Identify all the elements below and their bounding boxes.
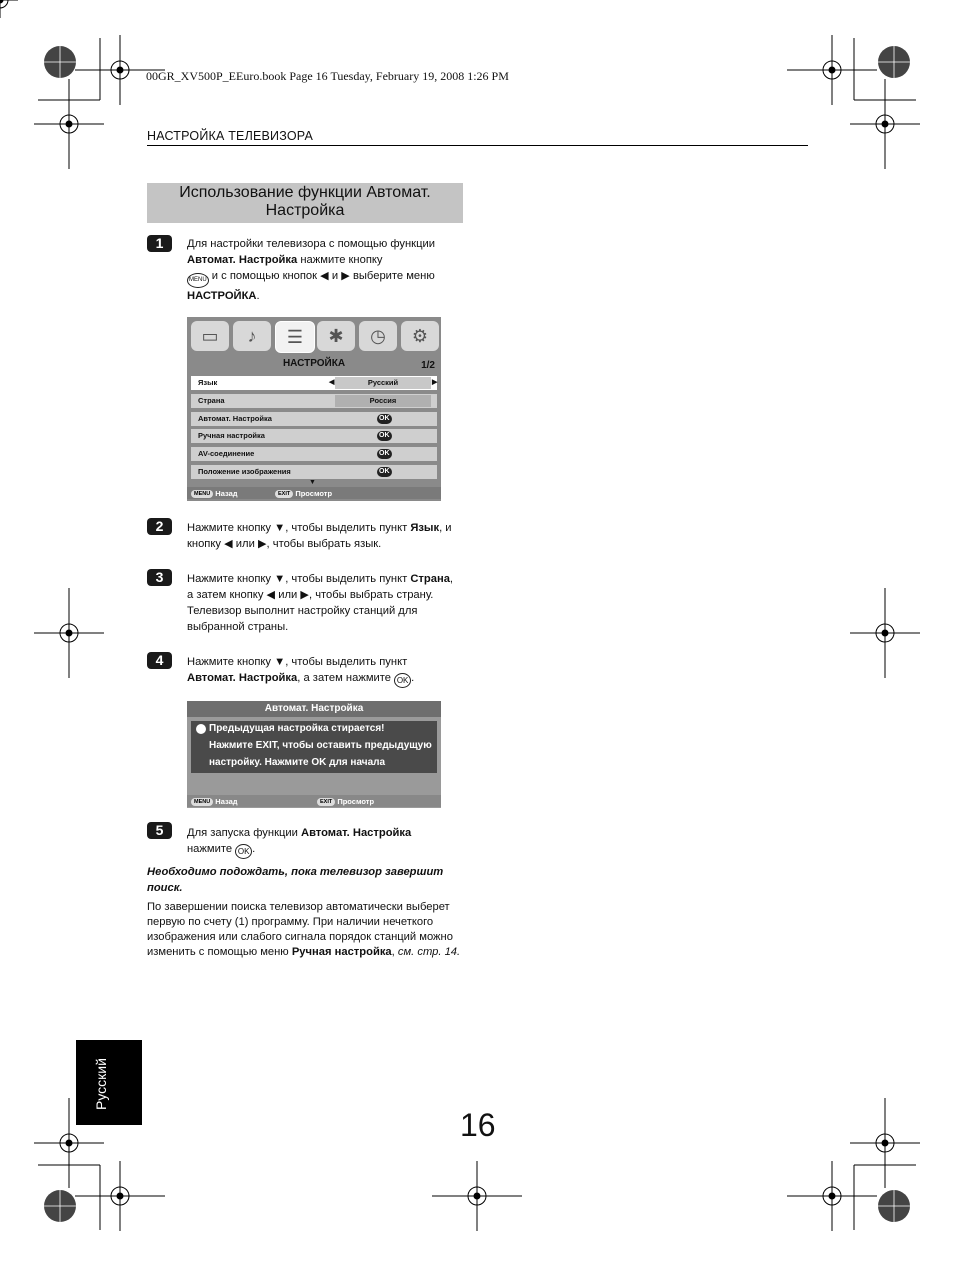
menu-row-av-connection — [191, 447, 437, 461]
s3a: Нажмите кнопку — [187, 573, 275, 585]
s2b: , чтобы выделить пункт — [285, 522, 411, 534]
step-2-badge: 2 — [147, 518, 172, 535]
step-1-l3b: и — [328, 270, 342, 282]
s2e: или — [232, 538, 258, 550]
s2a: Нажмите кнопку — [187, 522, 275, 534]
footer-view: Просмотр — [337, 797, 375, 806]
s2f: , чтобы выбрать язык. — [266, 538, 382, 550]
left-arrow-icon: ◀ — [266, 589, 276, 601]
auto-tune-message — [191, 721, 437, 773]
row-label: Страна — [198, 396, 225, 405]
s5c: . — [252, 843, 256, 855]
menu-row-language — [191, 376, 437, 390]
timer-icon: ◷ — [359, 321, 397, 351]
menu-row-country — [191, 394, 437, 408]
s5a: Для запуска функции — [187, 827, 301, 839]
settings-icon: ⚙ — [401, 321, 439, 351]
auto-tune-footer — [187, 795, 441, 807]
left-arrow-icon: ◀ — [320, 270, 329, 282]
s3f: , чтобы выбрать страну. — [309, 589, 434, 601]
left-arrow-icon: ◀ — [329, 379, 335, 386]
s3g: Телевизор выполнит настройку станций для — [187, 605, 418, 617]
para-line-2: первую по счету (1) программу. При наличии нечеткого — [147, 916, 434, 928]
menu-page: 1/2 — [421, 360, 435, 371]
row-label: Положение изображения — [198, 467, 291, 476]
title-line-2: Настройка — [265, 202, 345, 219]
step-1-badge: 1 — [147, 235, 172, 252]
note-line-2: поиск. — [147, 882, 183, 894]
step-4-text — [187, 654, 467, 688]
s4bold: Автомат. Настройка — [187, 672, 298, 684]
s4b: , чтобы выделить пункт — [285, 656, 408, 668]
s3h: выбранной страны. — [187, 621, 289, 633]
step-1-l3c: выберите меню — [349, 270, 435, 282]
para-l4italic: см. стр. 14. — [397, 946, 461, 958]
left-arrow-icon: ◀ — [224, 538, 233, 550]
ok-button-icon: OK — [394, 673, 411, 688]
s5bold: Автомат. Настройка — [300, 827, 412, 839]
exit-key-icon: EXIT — [317, 798, 335, 806]
row-value: Россия — [335, 395, 431, 407]
menu-title: НАСТРОЙКА — [282, 358, 346, 369]
title-line-1: Использование функции Автомат. — [179, 184, 431, 201]
result-paragraph — [147, 900, 477, 960]
setup-icon: ☰ — [275, 321, 315, 353]
right-arrow-icon: ▶ — [432, 379, 438, 386]
menu-row-picture-position — [191, 465, 437, 479]
menu-row-manual-tune — [191, 429, 437, 443]
scroll-down-icon: ▼ — [309, 479, 316, 486]
footer-back: Назад — [215, 797, 238, 806]
menu-icons-row — [189, 321, 439, 353]
auto-tune-screen — [187, 701, 441, 808]
s5b: нажмите — [187, 843, 236, 855]
step-5-text — [187, 825, 477, 859]
step-1-text — [187, 236, 477, 304]
s3d: а затем кнопку — [187, 589, 267, 601]
step-1-menu-name: НАСТРОЙКА — [187, 290, 257, 302]
auto-tune-title: Автомат. Настройка — [187, 701, 441, 717]
row-label: Ручная настройка — [198, 431, 265, 440]
step-4-badge: 4 — [147, 652, 172, 669]
connections-icon: ✱ — [317, 321, 355, 351]
language-side-tab — [76, 1040, 142, 1125]
row-value: Русский — [335, 377, 431, 389]
msg-line-1: Предыдущая настройка стирается! — [209, 723, 385, 734]
s3e: или — [275, 589, 301, 601]
menu-row-auto-tune — [191, 412, 437, 426]
s2d: кнопку — [187, 538, 225, 550]
menu-key-icon: MENU — [191, 798, 213, 806]
step-1-period: . — [256, 290, 260, 302]
footer-view: Просмотр — [295, 489, 333, 498]
ok-icon: OK — [379, 468, 390, 475]
print-header: 00GR_XV500P_EEuro.book Page 16 Tuesday, February 19, 2008 1:26 PM — [146, 69, 509, 83]
menu-key-icon: MENU — [191, 490, 213, 498]
bullet-icon — [196, 724, 206, 734]
s4c: , а затем нажмите — [297, 672, 395, 684]
down-arrow-icon: ▼ — [274, 573, 286, 585]
menu-key-icon: MENU — [187, 273, 209, 288]
picture-icon: ▭ — [191, 321, 229, 351]
s4a: Нажмите кнопку — [187, 656, 275, 668]
right-arrow-icon: ▶ — [341, 270, 350, 282]
s4d: . — [411, 672, 415, 684]
step-1-rest: нажмите кнопку — [297, 254, 383, 266]
step-3-text — [187, 571, 467, 635]
msg-line-2: Нажмите EXIT, чтобы оставить предыдущую — [209, 740, 432, 751]
step-1-l3a: и с помощью кнопок — [208, 270, 321, 282]
side-tab-label: Русский — [93, 1058, 109, 1110]
s2bold: Язык — [410, 522, 440, 534]
down-arrow-icon: ▼ — [274, 656, 286, 668]
step-5-badge: 5 — [147, 822, 172, 839]
note-line-1: Необходимо подождать, пока телевизор завершит — [147, 866, 444, 878]
ok-icon: OK — [379, 450, 390, 457]
step-1-line-1: Для настройки телевизора с помощью функции — [187, 238, 435, 250]
para-l4bold: Ручная настройка — [291, 946, 392, 958]
ok-icon: OK — [379, 432, 390, 439]
exit-key-icon: EXIT — [275, 490, 293, 498]
setup-menu-screen — [187, 317, 441, 501]
down-arrow-icon: ▼ — [274, 522, 286, 534]
row-label: Автомат. Настройка — [198, 414, 272, 423]
s2c: , и — [439, 522, 452, 534]
s3b: , чтобы выделить пункт — [285, 573, 411, 585]
page-title — [147, 183, 463, 223]
para-line-3: изображения или слабого сигнала порядок станций можно — [147, 931, 453, 943]
s3c: , — [449, 573, 454, 585]
menu-footer — [187, 487, 441, 499]
wait-note — [147, 864, 467, 896]
right-arrow-icon: ▶ — [300, 589, 309, 601]
page-number: 16 — [460, 1107, 496, 1143]
section-heading: НАСТРОЙКА ТЕЛЕВИЗОРА — [147, 129, 314, 143]
para-l4b: , — [391, 946, 398, 958]
row-label: AV-соединение — [198, 449, 255, 458]
header-rule — [147, 145, 808, 146]
ok-button-icon: OK — [235, 844, 252, 859]
footer-back: Назад — [215, 489, 238, 498]
msg-line-3: настройку. Нажмите OK для начала — [209, 757, 386, 768]
ok-icon: OK — [379, 415, 390, 422]
sound-icon: ♪ — [233, 321, 271, 351]
row-label: Язык — [198, 378, 218, 387]
step-3-badge: 3 — [147, 569, 172, 586]
para-line-1: По завершении поиска телевизор автоматически выберет — [147, 901, 450, 913]
step-1-bold: Автомат. Настройка — [187, 254, 298, 266]
s3bold: Страна — [410, 573, 450, 585]
step-2-text — [187, 520, 467, 552]
right-arrow-icon: ▶ — [257, 538, 267, 550]
para-l4a: изменить с помощью меню — [147, 946, 292, 958]
